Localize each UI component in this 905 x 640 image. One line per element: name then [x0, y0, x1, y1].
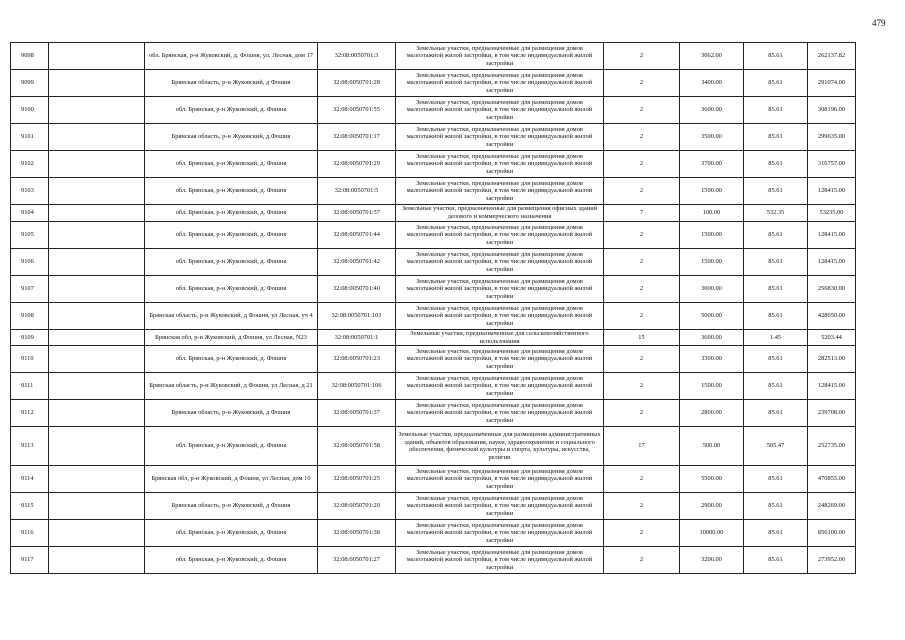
cadastral-number-cell: 32:08:0050701:27 — [318, 547, 396, 574]
area-cell: 2900.00 — [680, 493, 744, 520]
address-cell: Брянская область, р-н Жуковский, д Фошня, ул Лесная, уч 4 — [145, 303, 318, 330]
cadastral-value-cell: 316757.00 — [808, 151, 856, 178]
specific-value-cell: 85.61 — [744, 276, 808, 303]
table-row — [11, 400, 856, 427]
land-use-cell: Земельные участки, предназначенные для размещения домов малоэтажной жилой застройки, в том числе индивидуальной жилой застройки — [396, 124, 604, 151]
address-cell: обл. Брянская, р-н Жуковский, д. Фошня — [145, 520, 318, 547]
address-cell: Брянская область, р-н Жуковский, д Фошня — [145, 493, 318, 520]
table-row — [11, 427, 856, 466]
specific-value-cell: 505.47 — [744, 427, 808, 466]
area-cell: 3500.00 — [680, 124, 744, 151]
empty-cell — [49, 373, 145, 400]
land-use-cell: Земельные участки, предназначенные для размещения административных зданий, объектов образования, науки, здравоохранения и социального обеспечения, физической культуры и спорта, культуры, искусства, религии — [396, 427, 604, 466]
specific-value-cell: 85.61 — [744, 70, 808, 97]
empty-cell — [49, 427, 145, 466]
specific-value-cell: 1.45 — [744, 330, 808, 346]
table-row — [11, 222, 856, 249]
cadastral-number-cell: 32:08:0050701:57 — [318, 205, 396, 222]
address-cell: обл. Брянская, р-н Жуковский, д. Фошня — [145, 97, 318, 124]
land-registry-table — [10, 42, 856, 574]
use-group-cell: 2 — [604, 346, 680, 373]
land-use-cell: Земельные участки, предназначенные для размещения домов малоэтажной жилой застройки, в том числе индивидуальной жилой застройки — [396, 70, 604, 97]
empty-cell — [49, 249, 145, 276]
specific-value-cell: 85.61 — [744, 178, 808, 205]
table-row — [11, 466, 856, 493]
specific-value-cell: 85.61 — [744, 249, 808, 276]
empty-cell — [49, 178, 145, 205]
area-cell: 3300.00 — [680, 346, 744, 373]
row-number-cell: 9111 — [11, 373, 49, 400]
use-group-cell: 2 — [604, 151, 680, 178]
address-cell: Брянская область, р-н Жуковский, д Фошня, ул Лесная, д 21 — [145, 373, 318, 400]
row-number-cell: 9099 — [11, 70, 49, 97]
cadastral-number-cell: 32:08:0050701:55 — [318, 97, 396, 124]
row-number-cell: 9112 — [11, 400, 49, 427]
specific-value-cell: 85.61 — [744, 43, 808, 70]
table-row — [11, 43, 856, 70]
area-cell: 3700.00 — [680, 151, 744, 178]
table-row — [11, 303, 856, 330]
row-number-cell: 9104 — [11, 205, 49, 222]
specific-value-cell: 85.61 — [744, 303, 808, 330]
row-number-cell: 9102 — [11, 151, 49, 178]
area-cell: 1500.00 — [680, 178, 744, 205]
area-cell: 2800.00 — [680, 400, 744, 427]
use-group-cell: 2 — [604, 303, 680, 330]
use-group-cell: 2 — [604, 373, 680, 400]
land-use-cell: Земельные участки, предназначенные для размещения домов малоэтажной жилой застройки, в том числе индивидуальной жилой застройки — [396, 276, 604, 303]
address-cell: обл. Брянская, р-н Жуковский, д. Фошня — [145, 222, 318, 249]
empty-cell — [49, 70, 145, 97]
use-group-cell: 2 — [604, 547, 680, 574]
page-number: 479 — [872, 18, 886, 28]
area-cell: 3200.00 — [680, 547, 744, 574]
use-group-cell: 2 — [604, 97, 680, 124]
cadastral-number-cell: 32:08:0050701:29 — [318, 151, 396, 178]
empty-cell — [49, 547, 145, 574]
cadastral-number-cell: 32:08:0050701:23 — [318, 346, 396, 373]
cadastral-value-cell: 291074.00 — [808, 70, 856, 97]
use-group-cell: 2 — [604, 520, 680, 547]
row-number-cell: 9113 — [11, 427, 49, 466]
specific-value-cell: 85.61 — [744, 346, 808, 373]
land-use-cell: Земельные участки, предназначенные для размещения домов малоэтажной жилой застройки, в том числе индивидуальной жилой застройки — [396, 520, 604, 547]
area-cell: 10000.00 — [680, 520, 744, 547]
land-use-cell: Земельные участки, предназначенные для размещения домов малоэтажной жилой застройки, в том числе индивидуальной жилой застройки — [396, 493, 604, 520]
use-group-cell: 2 — [604, 400, 680, 427]
empty-cell — [49, 493, 145, 520]
use-group-cell: 2 — [604, 124, 680, 151]
empty-cell — [49, 124, 145, 151]
cadastral-value-cell: 256830.00 — [808, 276, 856, 303]
specific-value-cell: 85.61 — [744, 222, 808, 249]
row-number-cell: 9116 — [11, 520, 49, 547]
cadastral-number-cell: 32:08:0050701:25 — [318, 466, 396, 493]
empty-cell — [49, 222, 145, 249]
row-number-cell: 9106 — [11, 249, 49, 276]
use-group-cell: 2 — [604, 466, 680, 493]
address-cell: обл. Брянская, р-н Жуковский, д. Фошня — [145, 178, 318, 205]
empty-cell — [49, 303, 145, 330]
land-use-cell: Земельные участки, предназначенные для размещения домов малоэтажной жилой застройки, в том числе индивидуальной жилой застройки — [396, 466, 604, 493]
empty-cell — [49, 43, 145, 70]
cadastral-value-cell: 239708.00 — [808, 400, 856, 427]
use-group-cell: 2 — [604, 43, 680, 70]
cadastral-value-cell: 273952.00 — [808, 547, 856, 574]
cadastral-number-cell: 32:08:0050701:101 — [318, 303, 396, 330]
cadastral-number-cell: 32:08:0050701:3 — [318, 43, 396, 70]
address-cell: Брянская область, р-н Жуковский, д Фошня — [145, 70, 318, 97]
use-group-cell: 7 — [604, 205, 680, 222]
row-number-cell: 9100 — [11, 97, 49, 124]
cadastral-value-cell: 248269.00 — [808, 493, 856, 520]
specific-value-cell: 85.61 — [744, 493, 808, 520]
use-group-cell: 2 — [604, 178, 680, 205]
address-cell: Брянская область, р-н Жуковский, д.Фошня — [145, 124, 318, 151]
table-row — [11, 97, 856, 124]
row-number-cell: 9117 — [11, 547, 49, 574]
table-row — [11, 547, 856, 574]
land-use-cell: Земельные участки, предназначенные для размещения домов малоэтажной жилой застройки, в том числе индивидуальной жилой застройки — [396, 178, 604, 205]
table-row — [11, 249, 856, 276]
empty-cell — [49, 346, 145, 373]
use-group-cell: 2 — [604, 276, 680, 303]
land-use-cell: Земельные участки, предназначенные для размещения домов малоэтажной жилой застройки, в том числе индивидуальной жилой застройки — [396, 547, 604, 574]
empty-cell — [49, 330, 145, 346]
area-cell: 3000.00 — [680, 276, 744, 303]
table-row — [11, 330, 856, 346]
address-cell: обл. Брянская, р-н Жуковский, д. Фошня — [145, 346, 318, 373]
cadastral-value-cell: 128415.00 — [808, 178, 856, 205]
address-cell: Брянская обл, р-н Жуковский, д.Фошня, ул Лесная, N23 — [145, 330, 318, 346]
use-group-cell: 15 — [604, 330, 680, 346]
table-body — [11, 43, 856, 574]
area-cell: 3062.00 — [680, 43, 744, 70]
cadastral-value-cell: 299635.00 — [808, 124, 856, 151]
row-number-cell: 9101 — [11, 124, 49, 151]
row-number-cell: 9109 — [11, 330, 49, 346]
area-cell: 1500.00 — [680, 222, 744, 249]
specific-value-cell: 85.61 — [744, 466, 808, 493]
address-cell: обл. Брянская, р-н Жуковский, д. Фошня, ул. Лесная, дом 17 — [145, 43, 318, 70]
empty-cell — [49, 400, 145, 427]
cadastral-number-cell: 32:08:0050701:37 — [318, 400, 396, 427]
row-number-cell: 9107 — [11, 276, 49, 303]
table-row — [11, 178, 856, 205]
cadastral-value-cell: 53235.00 — [808, 205, 856, 222]
cadastral-number-cell: 32:08:0050701:42 — [318, 249, 396, 276]
cadastral-number-cell: 32:08:0050701:44 — [318, 222, 396, 249]
table-row — [11, 124, 856, 151]
address-cell: обл. Брянская, р-н Жуковский, д. Фошня — [145, 151, 318, 178]
area-cell: 5000.00 — [680, 303, 744, 330]
land-use-cell: Земельные участки, предназначенные для размещения домов малоэтажной жилой застройки, в том числе индивидуальной жилой застройки — [396, 346, 604, 373]
use-group-cell: 2 — [604, 493, 680, 520]
cadastral-value-cell: 262137.82 — [808, 43, 856, 70]
cadastral-number-cell: 32:08:0050701:106 — [318, 373, 396, 400]
use-group-cell: 17 — [604, 427, 680, 466]
cadastral-value-cell: 128415.00 — [808, 222, 856, 249]
use-group-cell: 2 — [604, 222, 680, 249]
table-row — [11, 373, 856, 400]
land-use-cell: Земельные участки, предназначенные для размещения домов малоэтажной жилой застройки, в том числе индивидуальной жилой застройки — [396, 303, 604, 330]
table-row — [11, 346, 856, 373]
cadastral-number-cell: 32:08:0050701:38 — [318, 520, 396, 547]
table-row — [11, 493, 856, 520]
specific-value-cell: 85.61 — [744, 373, 808, 400]
cadastral-number-cell: 32:08:0050701:40 — [318, 276, 396, 303]
row-number-cell: 9098 — [11, 43, 49, 70]
area-cell: 3600.00 — [680, 330, 744, 346]
cadastral-value-cell: 428050.00 — [808, 303, 856, 330]
address-cell: Брянская обл, р-н Жуковский, д Фошня, ул Лесная, дом 10 — [145, 466, 318, 493]
land-use-cell: Земельные участки, предназначенные для размещения домов малоэтажной жилой застройки, в том числе индивидуальной жилой застройки — [396, 373, 604, 400]
specific-value-cell: 85.61 — [744, 520, 808, 547]
address-cell: обл. Брянская, р-н Жуковский, д. Фошня — [145, 547, 318, 574]
address-cell: обл. Брянская, р-н Жуковский, д. Фошня — [145, 249, 318, 276]
area-cell: 500.00 — [680, 427, 744, 466]
cadastral-number-cell: 32:08:0050701:5 — [318, 178, 396, 205]
land-use-cell: Земельные участки, предназначенные для размещения офисных зданий делового и коммерческого назначения — [396, 205, 604, 222]
empty-cell — [49, 151, 145, 178]
area-cell: 1500.00 — [680, 373, 744, 400]
table-row — [11, 276, 856, 303]
cadastral-value-cell: 308196.00 — [808, 97, 856, 124]
row-number-cell: 9110 — [11, 346, 49, 373]
empty-cell — [49, 205, 145, 222]
cadastral-number-cell: 32:08:0050701:58 — [318, 427, 396, 466]
empty-cell — [49, 276, 145, 303]
specific-value-cell: 85.61 — [744, 547, 808, 574]
use-group-cell: 2 — [604, 70, 680, 97]
specific-value-cell: 532.35 — [744, 205, 808, 222]
land-use-cell: Земельные участки, предназначенные для размещения домов малоэтажной жилой застройки, в том числе индивидуальной жилой застройки — [396, 222, 604, 249]
cadastral-number-cell: 32:08:0050701:20 — [318, 493, 396, 520]
table-row — [11, 70, 856, 97]
cadastral-value-cell: 128415.00 — [808, 249, 856, 276]
address-cell: обл. Брянская, р-н Жуковский, д. Фошня — [145, 276, 318, 303]
land-use-cell: Земельные участки, предназначенные для размещения домов малоэтажной жилой застройки, в том числе индивидуальной жилой застройки — [396, 151, 604, 178]
table-row — [11, 520, 856, 547]
cadastral-value-cell: 282513.00 — [808, 346, 856, 373]
land-use-cell: Земельные участки, предназначенные для размещения домов малоэтажной жилой застройки, в том числе индивидуальной жилой застройки — [396, 43, 604, 70]
cadastral-value-cell: 5203.44 — [808, 330, 856, 346]
land-use-cell: Земельные участки, предназначенные для размещения домов малоэтажной жилой застройки, в том числе индивидуальной жилой застройки — [396, 97, 604, 124]
land-use-cell: Земельные участки, предназначенные для размещения домов малоэтажной жилой застройки, в том числе индивидуальной жилой застройки — [396, 249, 604, 276]
area-cell: 100.00 — [680, 205, 744, 222]
specific-value-cell: 85.61 — [744, 97, 808, 124]
use-group-cell: 2 — [604, 249, 680, 276]
address-cell: Брянская область, р-н Жуковский, д Фошня — [145, 400, 318, 427]
area-cell: 1500.00 — [680, 249, 744, 276]
row-number-cell: 9115 — [11, 493, 49, 520]
land-use-cell: Земельные участки, предназначенные для сельскохозяйственного использования — [396, 330, 604, 346]
empty-cell — [49, 97, 145, 124]
table-row — [11, 151, 856, 178]
cadastral-number-cell: 32:08:0050701:17 — [318, 124, 396, 151]
address-cell: обл. Брянская, р-н Жуковский, д. Фошня — [145, 205, 318, 222]
cadastral-number-cell: 32:08:0050701:1 — [318, 330, 396, 346]
specific-value-cell: 85.61 — [744, 400, 808, 427]
area-cell: 3400.00 — [680, 70, 744, 97]
specific-value-cell: 85.61 — [744, 124, 808, 151]
area-cell: 5500.00 — [680, 466, 744, 493]
empty-cell — [49, 466, 145, 493]
empty-cell — [49, 520, 145, 547]
table-row — [11, 205, 856, 222]
specific-value-cell: 85.61 — [744, 151, 808, 178]
land-use-cell: Земельные участки, предназначенные для размещения домов малоэтажной жилой застройки, в том числе индивидуальной жилой застройки — [396, 400, 604, 427]
cadastral-value-cell: 252735.00 — [808, 427, 856, 466]
area-cell: 3600.00 — [680, 97, 744, 124]
row-number-cell: 9108 — [11, 303, 49, 330]
cadastral-value-cell: 856100.00 — [808, 520, 856, 547]
cadastral-number-cell: 32:08:0050701:28 — [318, 70, 396, 97]
row-number-cell: 9103 — [11, 178, 49, 205]
row-number-cell: 9114 — [11, 466, 49, 493]
cadastral-value-cell: 128415.00 — [808, 373, 856, 400]
cadastral-value-cell: 470855.00 — [808, 466, 856, 493]
address-cell: обл. Брянская, р-н Жуковский, д. Фошня — [145, 427, 318, 466]
row-number-cell: 9105 — [11, 222, 49, 249]
